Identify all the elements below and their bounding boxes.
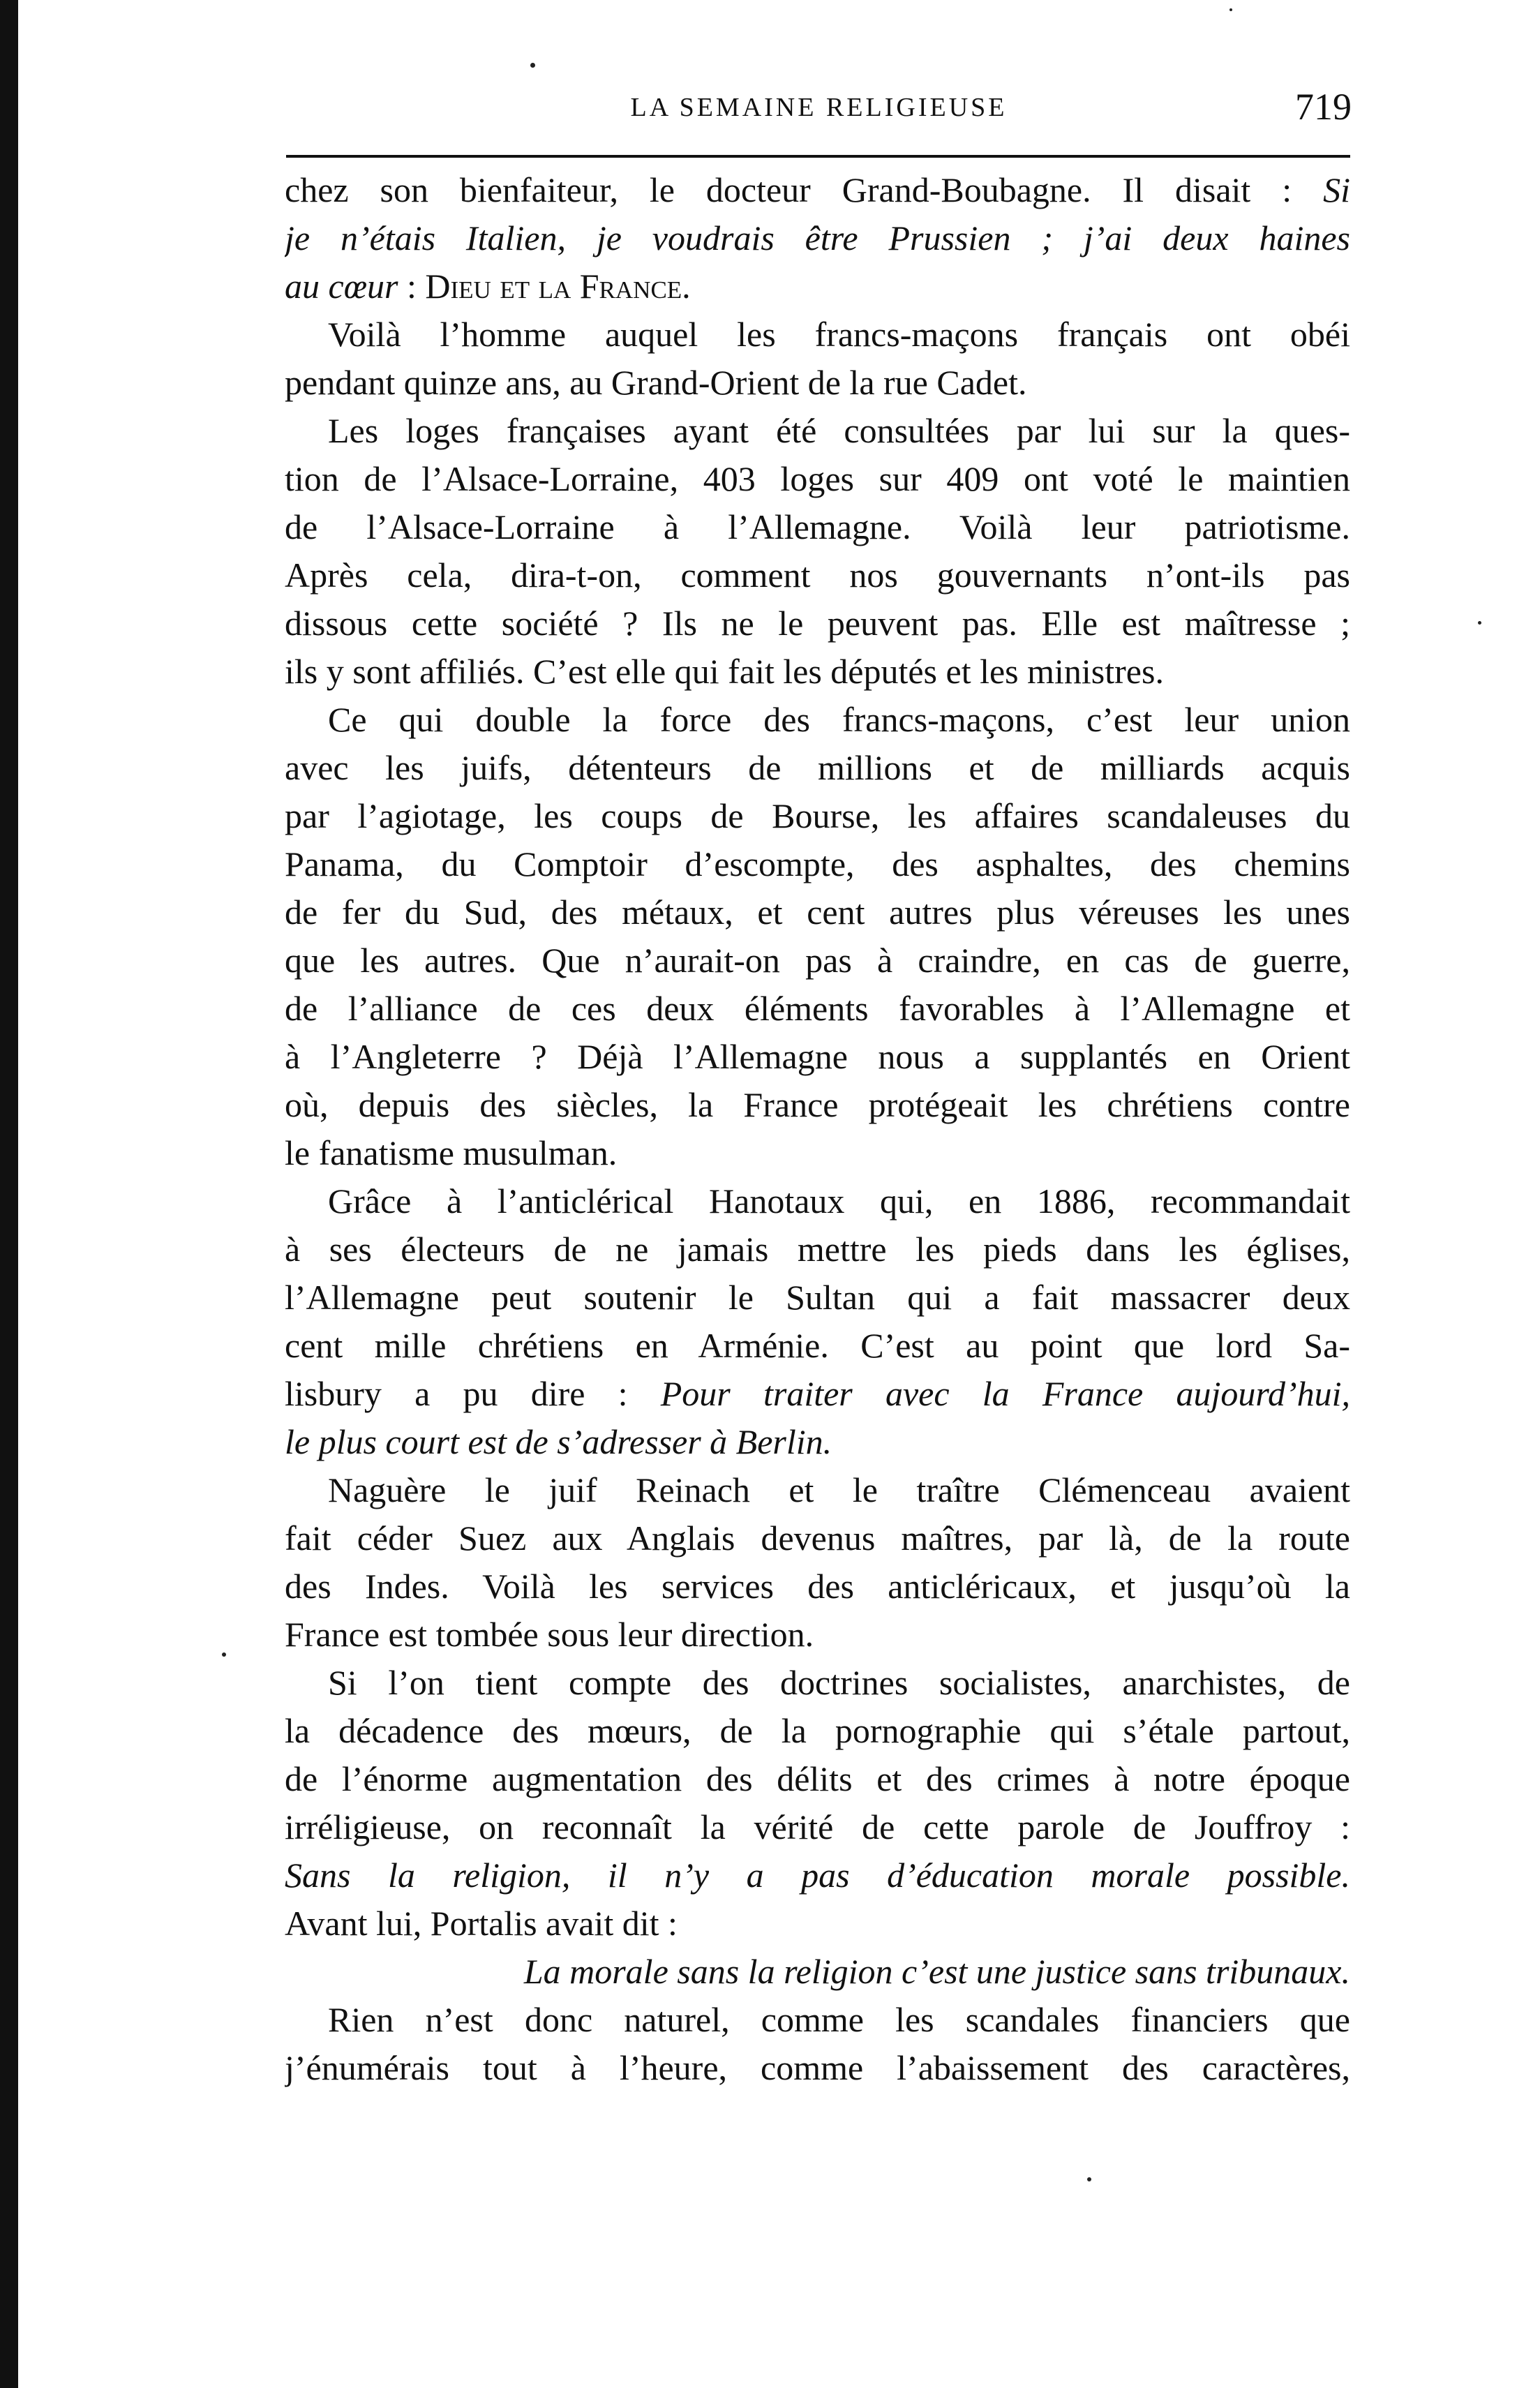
text-line bbox=[285, 888, 1350, 936]
text-run: ils y sont affiliés. C’est elle qui fait les députés et les ministres. bbox=[285, 652, 1164, 691]
small-caps-text: Dieu et la France bbox=[425, 267, 682, 306]
text-run: Si l’on tient compte des doctrines socialistes, anarchistes, de bbox=[328, 1663, 1350, 1702]
text-run: que les autres. Que n’aurait-on pas à craindre, en cas de guerre, bbox=[285, 941, 1350, 980]
italic-text: au cœur bbox=[285, 267, 398, 306]
text-run: Les loges françaises ayant été consultées par lui sur la ques- bbox=[328, 411, 1350, 450]
scan-speck bbox=[1229, 8, 1232, 11]
text-line bbox=[285, 1033, 1350, 1081]
scan-edge bbox=[0, 0, 18, 2388]
text-line bbox=[285, 166, 1350, 214]
text-line bbox=[285, 1851, 1350, 1900]
text-line bbox=[285, 551, 1350, 599]
scan-speck bbox=[1087, 2177, 1091, 2181]
text-line bbox=[285, 214, 1350, 262]
text-run: à l’Angleterre ? Déjà l’Allemagne nous a supplantés en Orient bbox=[285, 1037, 1350, 1076]
text-run: Naguère le juif Reinach et le traître Clémenceau avaient bbox=[328, 1470, 1350, 1509]
text-line bbox=[285, 1370, 1350, 1418]
text-line bbox=[285, 359, 1350, 407]
text-run: de fer du Sud, des métaux, et cent autres plus véreuses les unes bbox=[285, 893, 1350, 932]
italic-text: Sans la religion, il n’y a pas d’éducation morale possible. bbox=[285, 1856, 1350, 1895]
text-run: tion de l’Alsace-Lorraine, 403 loges sur 409 ont voté le maintien bbox=[285, 459, 1350, 498]
text-run: à ses électeurs de ne jamais mettre les pieds dans les églises, bbox=[285, 1230, 1350, 1269]
text-run: de l’alliance de ces deux éléments favorables à l’Allemagne et bbox=[285, 989, 1350, 1028]
scan-speck bbox=[222, 1652, 226, 1657]
text-run: Rien n’est donc naturel, comme les scandales financiers que bbox=[328, 2000, 1350, 2039]
text-run: Voilà l’homme auquel les francs-maçons français ont obéi bbox=[328, 315, 1350, 354]
text-run: dissous cette société ? Ils ne le peuvent pas. Elle est maîtresse ; bbox=[285, 604, 1350, 643]
text-line bbox=[285, 503, 1350, 551]
text-run: avec les juifs, détenteurs de millions et de milliards acquis bbox=[285, 748, 1350, 787]
text-line bbox=[285, 1755, 1350, 1803]
italic-text: le plus court est de s’adresser à Berlin. bbox=[285, 1422, 832, 1461]
text-run: : bbox=[398, 267, 426, 306]
text-run: Avant lui, Portalis avait dit : bbox=[285, 1904, 678, 1943]
italic-text: La morale sans la religion c’est une justice sans tribunaux. bbox=[523, 1952, 1350, 1991]
italic-text: Pour traiter avec la France aujourd’hui, bbox=[660, 1374, 1350, 1413]
text-run: irréligieuse, on reconnaît la vérité de cette parole de Jouffroy : bbox=[285, 1807, 1350, 1846]
italic-text: Si bbox=[1323, 170, 1350, 209]
scan-speck bbox=[1478, 621, 1481, 625]
running-title: LA SEMAINE RELIGIEUSE bbox=[630, 93, 1008, 122]
text-line bbox=[285, 1466, 1350, 1514]
text-line bbox=[285, 648, 1350, 696]
text-line bbox=[285, 455, 1350, 503]
text-line bbox=[285, 1707, 1350, 1755]
body-text bbox=[285, 166, 1350, 2092]
text-run: chez son bienfaiteur, le docteur Grand-Boubagne. Il disait : bbox=[285, 170, 1324, 209]
text-run: Panama, du Comptoir d’escompte, des asphaltes, des chemins bbox=[285, 844, 1350, 883]
text-run: la décadence des mœurs, de la pornographie qui s’étale partout, bbox=[285, 1711, 1350, 1750]
text-line bbox=[285, 1514, 1350, 1562]
text-line bbox=[285, 1803, 1350, 1851]
text-line bbox=[285, 1900, 1350, 1948]
text-run: lisbury a pu dire : bbox=[285, 1374, 661, 1413]
text-line bbox=[285, 1948, 1350, 1996]
text-line bbox=[285, 1274, 1350, 1322]
text-line bbox=[285, 792, 1350, 840]
text-line bbox=[285, 2044, 1350, 2092]
text-line bbox=[285, 1322, 1350, 1370]
text-line bbox=[285, 936, 1350, 985]
text-run: le fanatisme musulman. bbox=[285, 1133, 618, 1172]
text-run: de l’énorme augmentation des délits et des crimes à notre époque bbox=[285, 1759, 1350, 1798]
italic-text: je n’étais Italien, je voudrais être Prussien ; j’ai deux haines bbox=[285, 218, 1350, 258]
text-run: cent mille chrétiens en Arménie. C’est au point que lord Sa- bbox=[285, 1326, 1350, 1365]
text-run: Ce qui double la force des francs-maçons, c’est leur union bbox=[328, 700, 1350, 739]
text-run: où, depuis des siècles, la France protégeait les chrétiens contre bbox=[285, 1085, 1350, 1124]
text-run: par l’agiotage, les coups de Bourse, les affaires scandaleuses du bbox=[285, 796, 1350, 835]
text-line bbox=[285, 744, 1350, 792]
text-line bbox=[285, 1996, 1350, 2044]
text-line bbox=[285, 262, 1350, 311]
text-run: de l’Alsace-Lorraine à l’Allemagne. Voilà leur patriotisme. bbox=[285, 507, 1350, 546]
text-line bbox=[285, 1177, 1350, 1225]
text-run: Grâce à l’anticlérical Hanotaux qui, en 1886, recommandait bbox=[328, 1181, 1350, 1221]
running-head bbox=[286, 82, 1352, 138]
text-line bbox=[285, 1611, 1350, 1659]
scan-speck bbox=[530, 63, 535, 68]
text-run: Après cela, dira-t-on, comment nos gouvernants n’ont-ils pas bbox=[285, 555, 1350, 595]
text-run: j’énumérais tout à l’heure, comme l’abaissement des caractères, bbox=[285, 2048, 1350, 2087]
text-line bbox=[285, 1418, 1350, 1466]
text-line bbox=[285, 311, 1350, 359]
text-line bbox=[285, 407, 1350, 455]
text-run: l’Allemagne peut soutenir le Sultan qui a fait massacrer deux bbox=[285, 1278, 1350, 1317]
text-line bbox=[285, 985, 1350, 1033]
text-run: fait céder Suez aux Anglais devenus maîtres, par là, de la route bbox=[285, 1518, 1350, 1558]
page-number: 719 bbox=[1295, 86, 1352, 128]
text-line bbox=[285, 1659, 1350, 1707]
text-line bbox=[285, 1081, 1350, 1129]
text-run: France est tombée sous leur direction. bbox=[285, 1615, 814, 1654]
text-line bbox=[285, 1129, 1350, 1177]
text-line bbox=[285, 599, 1350, 648]
header-rule bbox=[286, 155, 1350, 158]
text-line bbox=[285, 840, 1350, 888]
text-line bbox=[285, 696, 1350, 744]
text-line bbox=[285, 1225, 1350, 1274]
text-run: . bbox=[682, 267, 691, 306]
text-line bbox=[285, 1562, 1350, 1611]
text-run: des Indes. Voilà les services des anticléricaux, et jusqu’où la bbox=[285, 1567, 1350, 1606]
text-run: pendant quinze ans, au Grand-Orient de la rue Cadet. bbox=[285, 363, 1027, 402]
